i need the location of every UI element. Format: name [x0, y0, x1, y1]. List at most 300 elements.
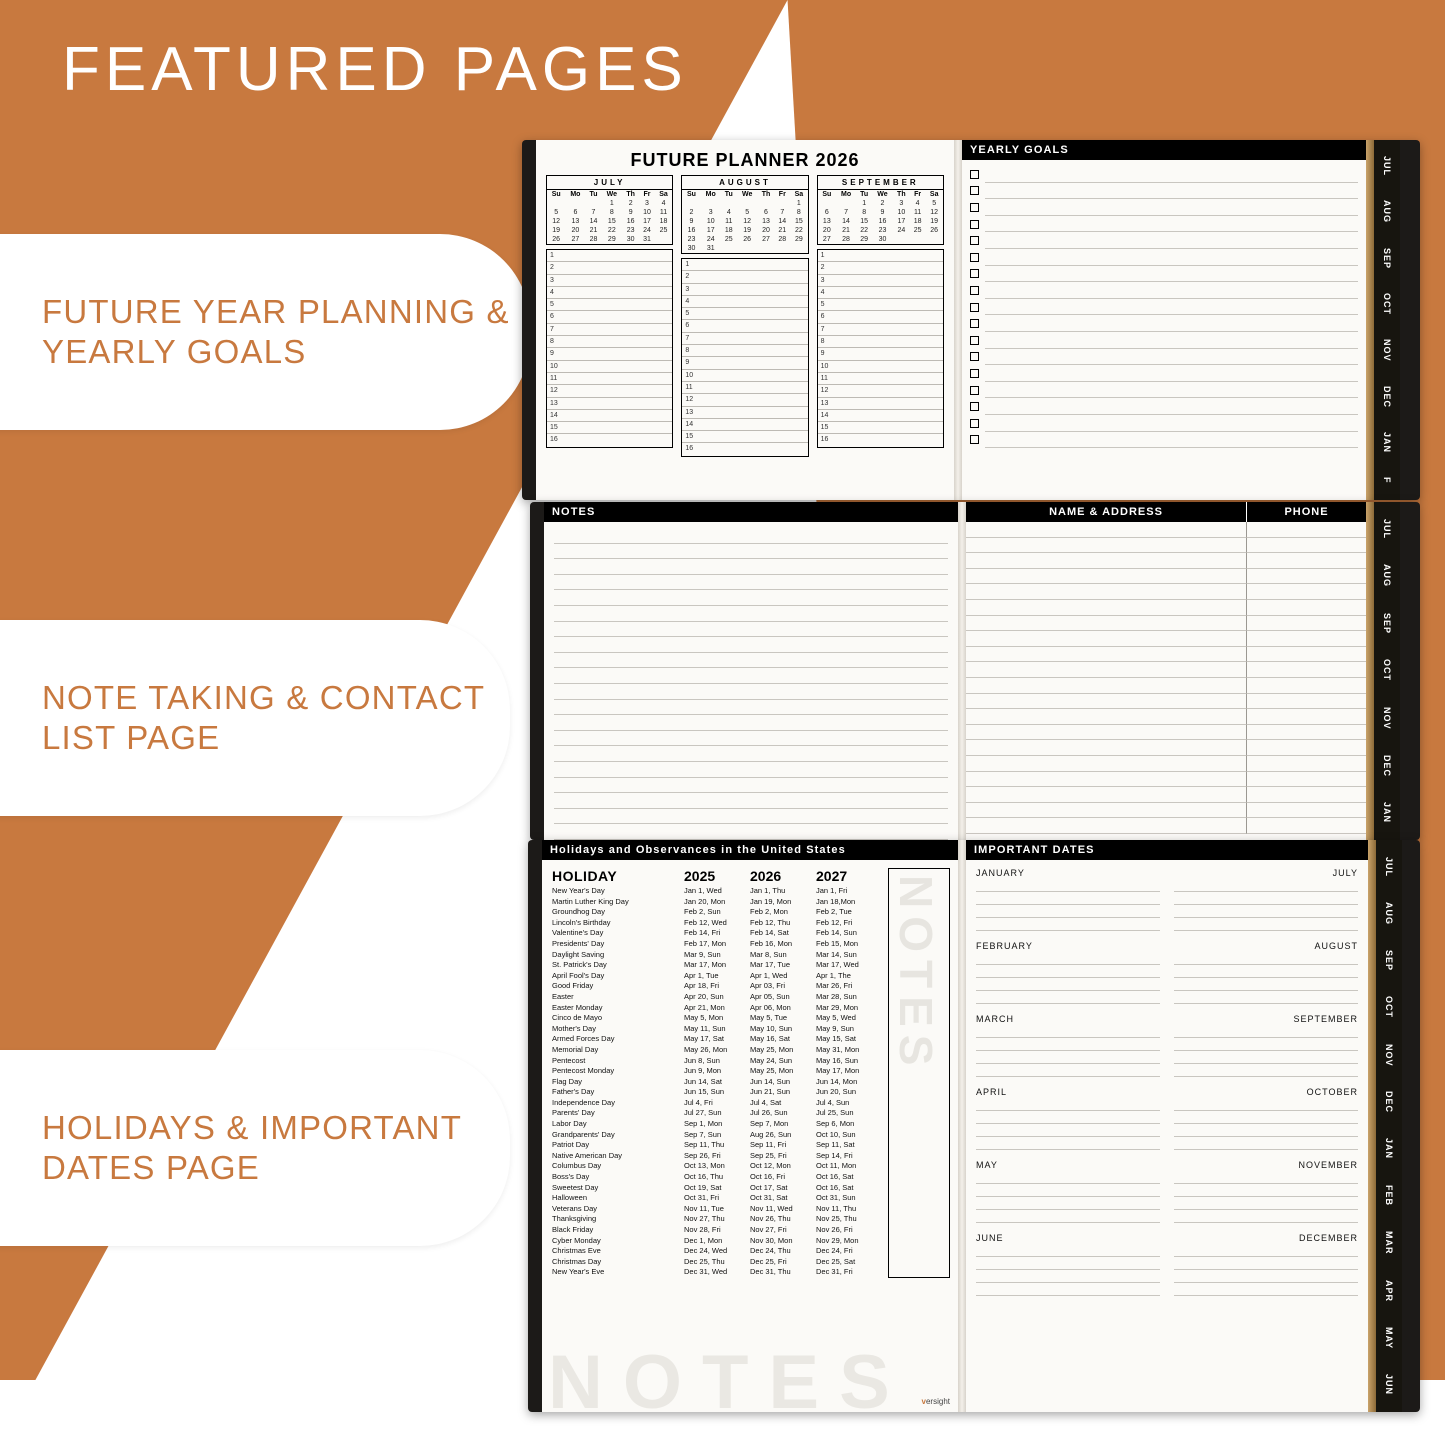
important-date-line[interactable] [976, 918, 1160, 931]
goal-line[interactable] [985, 349, 1358, 366]
task-row[interactable]: 7 [682, 333, 807, 345]
contact-name-cell[interactable] [966, 756, 1246, 772]
contact-row[interactable] [966, 662, 1366, 678]
important-month-block[interactable] [1174, 868, 1358, 931]
contact-phone-cell[interactable] [1246, 569, 1366, 585]
contact-row[interactable] [966, 694, 1366, 710]
note-line[interactable] [554, 746, 948, 762]
goal-row[interactable] [970, 398, 1358, 415]
contact-phone-cell[interactable] [1246, 678, 1366, 694]
task-row[interactable]: 1 [682, 259, 807, 271]
important-date-line[interactable] [1174, 1111, 1358, 1124]
important-date-line[interactable] [1174, 892, 1358, 905]
contact-phone-cell[interactable] [1246, 694, 1366, 710]
contact-phone-cell[interactable] [1246, 772, 1366, 788]
month-tab-oct[interactable]: OCT [1382, 292, 1392, 315]
note-line[interactable] [554, 559, 948, 575]
note-line[interactable] [554, 622, 948, 638]
future-task-list[interactable] [546, 249, 673, 448]
important-date-line[interactable] [976, 965, 1160, 978]
month-tab-dec[interactable]: DEC [1384, 1091, 1394, 1114]
important-date-line[interactable] [976, 905, 1160, 918]
contact-phone-cell[interactable] [1246, 818, 1366, 834]
task-row[interactable]: 8 [547, 336, 672, 348]
note-line[interactable] [554, 606, 948, 622]
note-line[interactable] [554, 731, 948, 747]
goal-checkbox[interactable] [970, 220, 979, 229]
contact-phone-cell[interactable] [1246, 709, 1366, 725]
goal-row[interactable] [970, 282, 1358, 299]
important-date-line[interactable] [1174, 1171, 1358, 1184]
important-date-line[interactable] [1174, 879, 1358, 892]
contact-phone-cell[interactable] [1246, 616, 1366, 632]
goal-line[interactable] [985, 282, 1358, 299]
contacts-rows[interactable] [966, 522, 1366, 834]
task-row[interactable]: 3 [547, 275, 672, 287]
important-dates-left-col[interactable] [976, 868, 1160, 1306]
goal-checkbox[interactable] [970, 369, 979, 378]
contact-name-cell[interactable] [966, 772, 1246, 788]
goal-checkbox[interactable] [970, 435, 979, 444]
goal-line[interactable] [985, 382, 1358, 399]
contact-phone-cell[interactable] [1246, 631, 1366, 647]
task-row[interactable]: 10 [547, 361, 672, 373]
month-tab-jun[interactable]: JUN [1384, 1374, 1394, 1396]
notes-large-watermark: NOTES [548, 1340, 910, 1412]
important-date-line[interactable] [976, 1171, 1160, 1184]
goal-checkbox[interactable] [970, 286, 979, 295]
holiday-date-2025: Sep 1, Mon [684, 1119, 723, 1129]
month-tab-dec[interactable]: DEC [1382, 385, 1392, 408]
month-tab-aug[interactable]: AUG [1384, 901, 1394, 925]
holiday-row [552, 1172, 882, 1183]
goal-line[interactable] [985, 299, 1358, 316]
important-date-line[interactable] [1174, 1197, 1358, 1210]
contact-name-cell[interactable] [966, 584, 1246, 600]
important-month-label: NOVEMBER [1298, 1160, 1358, 1170]
contact-phone-cell[interactable] [1246, 600, 1366, 616]
holiday-date-2027: Oct 11, Mon [816, 1161, 857, 1171]
note-line[interactable] [554, 824, 948, 840]
important-date-line[interactable] [1174, 991, 1358, 1004]
contact-row[interactable] [966, 631, 1366, 647]
important-date-line[interactable] [976, 1098, 1160, 1111]
important-date-line[interactable] [1174, 1244, 1358, 1257]
contact-name-cell[interactable] [966, 522, 1246, 538]
important-month-block[interactable] [1174, 941, 1358, 1004]
month-tab-sep[interactable]: SEP [1384, 950, 1394, 972]
note-line[interactable] [554, 528, 948, 544]
month-tab-may[interactable]: MAY [1384, 1326, 1394, 1350]
month-tab-jul[interactable]: JUL [1384, 856, 1394, 877]
goal-row[interactable] [970, 349, 1358, 366]
holiday-date-2027: May 15, Sat [816, 1034, 857, 1044]
contact-row[interactable] [966, 709, 1366, 725]
important-date-line[interactable] [976, 1257, 1160, 1270]
task-row[interactable]: 13 [818, 398, 943, 410]
month-tab-jan[interactable]: JAN [1382, 802, 1392, 824]
goal-row[interactable] [970, 415, 1358, 432]
task-row[interactable]: 1 [547, 250, 672, 262]
goal-row[interactable] [970, 266, 1358, 283]
important-date-line[interactable] [976, 1051, 1160, 1064]
goal-checkbox[interactable] [970, 352, 979, 361]
goal-checkbox[interactable] [970, 336, 979, 345]
goal-row[interactable] [970, 216, 1358, 233]
task-row[interactable]: 7 [547, 324, 672, 336]
contact-phone-cell[interactable] [1246, 756, 1366, 772]
notes-box[interactable] [888, 868, 950, 1278]
month-tab-oct[interactable]: OCT [1382, 659, 1392, 682]
month-tab-jul[interactable]: JUL [1382, 156, 1392, 177]
task-row[interactable]: 6 [818, 311, 943, 323]
contact-phone-cell[interactable] [1246, 803, 1366, 819]
task-row[interactable]: 13 [682, 407, 807, 419]
important-date-line[interactable] [976, 1283, 1160, 1296]
important-date-line[interactable] [976, 1184, 1160, 1197]
goal-row[interactable] [970, 315, 1358, 332]
contact-name-cell[interactable] [966, 787, 1246, 803]
important-month-block[interactable] [1174, 1087, 1358, 1150]
contact-phone-cell[interactable] [1246, 725, 1366, 741]
task-row[interactable]: 5 [682, 308, 807, 320]
month-tab-aug[interactable]: AUG [1382, 200, 1392, 224]
task-row[interactable]: 2 [547, 262, 672, 274]
contact-phone-cell[interactable] [1246, 522, 1366, 538]
month-tab-jul[interactable]: JUL [1382, 518, 1392, 539]
important-date-line[interactable] [976, 952, 1160, 965]
goal-checkbox[interactable] [970, 303, 979, 312]
task-row[interactable]: 2 [818, 262, 943, 274]
note-line[interactable] [554, 700, 948, 716]
important-month-label: MARCH [976, 1014, 1014, 1024]
contact-name-cell[interactable] [966, 647, 1246, 663]
important-date-line[interactable] [976, 991, 1160, 1004]
contact-row[interactable] [966, 616, 1366, 632]
task-row[interactable]: 8 [818, 336, 943, 348]
contact-name-cell[interactable] [966, 553, 1246, 569]
task-row[interactable]: 5 [818, 299, 943, 311]
holiday-date-2025: May 5, Mon [684, 1013, 724, 1023]
goal-row[interactable] [970, 166, 1358, 183]
contact-name-cell[interactable] [966, 569, 1246, 585]
goal-line[interactable] [985, 398, 1358, 415]
goal-row[interactable] [970, 365, 1358, 382]
month-tab-dec[interactable]: DEC [1382, 754, 1392, 777]
important-date-line[interactable] [976, 892, 1160, 905]
task-row[interactable]: 4 [818, 287, 943, 299]
contact-row[interactable] [966, 756, 1366, 772]
task-row[interactable]: 12 [682, 394, 807, 406]
contact-phone-cell[interactable] [1246, 740, 1366, 756]
goal-checkbox[interactable] [970, 170, 979, 179]
holiday-row [552, 1130, 882, 1141]
contact-row[interactable] [966, 678, 1366, 694]
important-date-line[interactable] [1174, 1137, 1358, 1150]
contact-name-cell[interactable] [966, 694, 1246, 710]
month-tab-sep[interactable]: SEP [1382, 612, 1392, 634]
goal-line[interactable] [985, 365, 1358, 382]
contact-name-cell[interactable] [966, 740, 1246, 756]
goal-checkbox[interactable] [970, 253, 979, 262]
month-tab-f[interactable]: F [1382, 477, 1392, 484]
task-row[interactable]: 4 [682, 296, 807, 308]
contact-name-cell[interactable] [966, 709, 1246, 725]
important-month-block[interactable] [976, 1014, 1160, 1077]
task-row[interactable]: 1 [818, 250, 943, 262]
holiday-name: Christmas Day [552, 1256, 602, 1266]
goal-checkbox[interactable] [970, 402, 979, 411]
note-line[interactable] [554, 684, 948, 700]
important-date-line[interactable] [1174, 1025, 1358, 1038]
goal-row[interactable] [970, 232, 1358, 249]
goal-row[interactable] [970, 199, 1358, 216]
month-tab-nov[interactable]: NOV [1384, 1043, 1394, 1067]
goal-row[interactable] [970, 332, 1358, 349]
mini-calendar-month-name: SEPTEMBER [817, 175, 944, 189]
important-date-line[interactable] [976, 1270, 1160, 1283]
important-date-line[interactable] [1174, 1270, 1358, 1283]
task-row[interactable]: 7 [818, 324, 943, 336]
goal-checkbox[interactable] [970, 186, 979, 195]
task-row[interactable]: 13 [547, 398, 672, 410]
important-date-line[interactable] [1174, 952, 1358, 965]
important-date-line[interactable] [1174, 1038, 1358, 1051]
important-date-line[interactable] [1174, 965, 1358, 978]
contact-row[interactable] [966, 584, 1366, 600]
task-row[interactable]: 12 [547, 385, 672, 397]
holiday-name: Valentine's Day [552, 928, 604, 938]
goal-line[interactable] [985, 199, 1358, 216]
holiday-date-2025: Nov 28, Fri [684, 1225, 721, 1234]
note-line[interactable] [554, 793, 948, 809]
contact-name-cell[interactable] [966, 662, 1246, 678]
contact-name-cell[interactable] [966, 616, 1246, 632]
important-date-line[interactable] [1174, 1051, 1358, 1064]
task-row[interactable]: 16 [820, 436, 829, 444]
task-row[interactable]: 16 [550, 436, 558, 444]
holiday-date-2027: Dec 31, Fri [816, 1267, 853, 1277]
goal-checkbox[interactable] [970, 419, 979, 428]
important-date-line[interactable] [1174, 1184, 1358, 1197]
goal-checkbox[interactable] [970, 236, 979, 245]
task-row[interactable]: 3 [818, 275, 943, 287]
contact-name-cell[interactable] [966, 600, 1246, 616]
important-date-line[interactable] [976, 1038, 1160, 1051]
important-date-line[interactable] [976, 1111, 1160, 1124]
note-line[interactable] [554, 637, 948, 653]
contact-phone-cell[interactable] [1246, 553, 1366, 569]
month-tab-nov[interactable]: NOV [1382, 339, 1392, 362]
goal-line[interactable] [985, 232, 1358, 249]
contact-row[interactable] [966, 772, 1366, 788]
task-row[interactable]: 15 [682, 431, 807, 443]
task-row[interactable]: 9 [682, 357, 807, 369]
month-tab-nov[interactable]: NOV [1382, 706, 1392, 730]
contact-name-cell[interactable] [966, 725, 1246, 741]
goal-line[interactable] [985, 216, 1358, 233]
goal-row[interactable] [970, 432, 1358, 449]
important-month-block[interactable] [1174, 1233, 1358, 1296]
task-row[interactable]: 16 [685, 445, 694, 453]
month-tabs[interactable] [1376, 840, 1402, 1412]
task-row[interactable]: 3 [682, 284, 807, 296]
task-row[interactable]: 8 [682, 345, 807, 357]
contact-row[interactable] [966, 538, 1366, 554]
note-line[interactable] [554, 653, 948, 669]
note-line[interactable] [554, 715, 948, 731]
note-line[interactable] [554, 544, 948, 560]
task-row[interactable]: 11 [547, 373, 672, 385]
goal-row[interactable] [970, 382, 1358, 399]
goal-row[interactable] [970, 249, 1358, 266]
contact-phone-cell[interactable] [1246, 584, 1366, 600]
contact-row[interactable] [966, 553, 1366, 569]
goal-checkbox[interactable] [970, 269, 979, 278]
goal-line[interactable] [985, 415, 1358, 432]
contact-row[interactable] [966, 787, 1366, 803]
important-month-block[interactable] [1174, 1160, 1358, 1223]
contact-name-cell[interactable] [966, 678, 1246, 694]
contact-name-cell[interactable] [966, 818, 1246, 834]
holiday-row [552, 907, 882, 918]
task-row[interactable]: 12 [818, 385, 943, 397]
important-month-block[interactable] [976, 868, 1160, 931]
important-date-line[interactable] [976, 1197, 1160, 1210]
note-line[interactable] [554, 668, 948, 684]
holiday-date-2026: May 24, Sun [750, 1055, 793, 1065]
month-tabs[interactable] [1374, 140, 1400, 500]
important-date-line[interactable] [976, 1210, 1160, 1223]
important-date-line[interactable] [976, 1064, 1160, 1077]
goal-checkbox[interactable] [970, 203, 979, 212]
goal-checkbox[interactable] [970, 319, 979, 328]
goal-line[interactable] [985, 249, 1358, 266]
month-tab-oct[interactable]: OCT [1384, 996, 1394, 1019]
task-row[interactable]: 11 [682, 382, 807, 394]
important-date-line[interactable] [1174, 1124, 1358, 1137]
important-date-line[interactable] [976, 1137, 1160, 1150]
task-row[interactable]: 10 [818, 361, 943, 373]
important-date-line[interactable] [976, 1124, 1160, 1137]
important-date-line[interactable] [976, 978, 1160, 991]
future-task-list[interactable] [817, 249, 944, 448]
important-date-line[interactable] [1174, 1257, 1358, 1270]
note-line[interactable] [554, 809, 948, 825]
contact-row[interactable] [966, 803, 1366, 819]
important-date-line[interactable] [1174, 1064, 1358, 1077]
contact-name-cell[interactable] [966, 538, 1246, 554]
task-row[interactable]: 2 [682, 271, 807, 283]
task-row[interactable]: 14 [682, 419, 807, 431]
contact-row[interactable] [966, 522, 1366, 538]
important-date-line[interactable] [1174, 1283, 1358, 1296]
task-row[interactable]: 6 [682, 320, 807, 332]
contact-phone-cell[interactable] [1246, 538, 1366, 554]
month-tab-jan[interactable]: JAN [1382, 432, 1392, 454]
contact-row[interactable] [966, 725, 1366, 741]
task-row[interactable]: 10 [682, 370, 807, 382]
mini-calendar-july [546, 175, 673, 457]
contact-row[interactable] [966, 647, 1366, 663]
task-row[interactable]: 9 [818, 348, 943, 360]
task-row[interactable]: 6 [547, 311, 672, 323]
task-row[interactable]: 14 [547, 410, 672, 422]
goal-line[interactable] [985, 332, 1358, 349]
important-month-block[interactable] [976, 1087, 1160, 1150]
important-date-line[interactable] [1174, 1098, 1358, 1111]
important-date-line[interactable] [1174, 1210, 1358, 1223]
holiday-date-2027: Oct 16, Sat [816, 1172, 854, 1182]
contact-row[interactable] [966, 818, 1366, 834]
note-line[interactable] [554, 575, 948, 591]
note-line[interactable] [554, 762, 948, 778]
contact-row[interactable] [966, 600, 1366, 616]
important-month-block[interactable] [976, 1160, 1160, 1223]
contact-row[interactable] [966, 740, 1366, 756]
holiday-row [552, 1193, 882, 1204]
goal-row[interactable] [970, 299, 1358, 316]
task-row[interactable]: 4 [547, 287, 672, 299]
contact-name-cell[interactable] [966, 803, 1246, 819]
future-task-list[interactable] [681, 258, 808, 457]
contact-name-cell[interactable] [966, 631, 1246, 647]
contact-phone-cell[interactable] [1246, 662, 1366, 678]
task-row[interactable]: 5 [547, 299, 672, 311]
month-tabs[interactable] [1374, 502, 1400, 840]
important-date-line[interactable] [1174, 905, 1358, 918]
important-date-line[interactable] [1174, 918, 1358, 931]
goal-line[interactable] [985, 432, 1358, 449]
important-month-block[interactable] [976, 1233, 1160, 1296]
contact-phone-cell[interactable] [1246, 647, 1366, 663]
contact-phone-cell[interactable] [1246, 787, 1366, 803]
month-tab-sep[interactable]: SEP [1382, 247, 1392, 269]
task-row[interactable]: 15 [818, 422, 943, 434]
important-month-block[interactable] [976, 941, 1160, 1004]
important-date-line[interactable] [1174, 978, 1358, 991]
important-date-line[interactable] [976, 879, 1160, 892]
important-date-line[interactable] [976, 1244, 1160, 1257]
note-line[interactable] [554, 590, 948, 606]
task-row[interactable]: 15 [547, 422, 672, 434]
important-dates-right-col[interactable] [1174, 868, 1358, 1306]
holiday-row [552, 1161, 882, 1172]
task-row[interactable]: 9 [547, 348, 672, 360]
month-tab-aug[interactable]: AUG [1382, 564, 1392, 588]
contact-row[interactable] [966, 569, 1366, 585]
goal-line[interactable] [985, 183, 1358, 200]
holiday-name: Mother's Day [552, 1023, 596, 1033]
task-row[interactable]: 14 [818, 410, 943, 422]
goal-checkbox[interactable] [970, 386, 979, 395]
important-month-block[interactable] [1174, 1014, 1358, 1077]
month-tab-apr[interactable]: APR [1384, 1279, 1394, 1302]
important-date-line[interactable] [976, 1025, 1160, 1038]
goal-line[interactable] [985, 166, 1358, 183]
holiday-date-2025: Jun 15, Sun [684, 1087, 725, 1097]
note-line[interactable] [554, 778, 948, 794]
holiday-date-2027: Jan 1, Fri [816, 886, 848, 895]
goal-row[interactable] [970, 183, 1358, 200]
goal-line[interactable] [985, 266, 1358, 283]
goal-line[interactable] [985, 315, 1358, 332]
task-row[interactable]: 11 [818, 373, 943, 385]
month-tab-feb[interactable]: FEB [1384, 1184, 1394, 1206]
month-tab-jan[interactable]: JAN [1384, 1138, 1394, 1160]
month-tab-mar[interactable]: MAR [1384, 1230, 1394, 1255]
notes-lines[interactable] [544, 522, 958, 840]
